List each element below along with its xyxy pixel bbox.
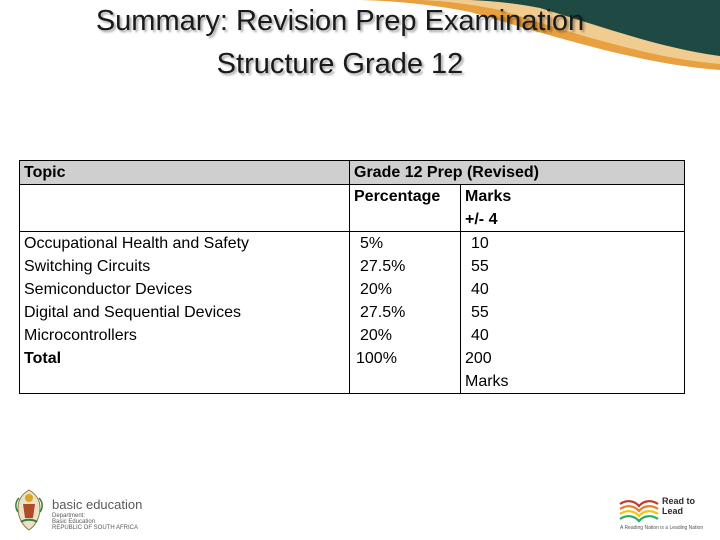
exam-structure-table [19, 160, 685, 394]
table-subheader-row [20, 185, 685, 232]
read-to-lead-brand: Read to Lead [662, 496, 696, 516]
title-line-2: Structure Grade 12 [216, 48, 464, 80]
row-percentage: 27.5% [360, 258, 406, 275]
row-marks: 55 [471, 304, 489, 321]
read-to-lead-tagline: A Reading Nation is a Leading Nation [620, 525, 704, 531]
row-topic: Occupational Health and Safety [24, 235, 250, 252]
total-percentage: 100% [356, 350, 397, 367]
row-percentage: 5% [360, 235, 384, 252]
table-body-row [20, 232, 685, 394]
percentages-cell [350, 232, 461, 394]
coat-of-arms-icon [12, 488, 46, 532]
marks-cell [461, 232, 685, 394]
row-marks: 10 [471, 235, 489, 252]
row-marks: 40 [471, 281, 489, 298]
dbe-department: Department: [52, 513, 86, 519]
row-percentage: 27.5% [360, 304, 406, 321]
total-marks: 200 [465, 350, 492, 367]
row-topic: Switching Circuits [24, 258, 151, 275]
dbe-logo [12, 488, 162, 533]
dbe-brand: basic education [52, 497, 143, 512]
header-grade-prep: Grade 12 Prep (Revised) [350, 161, 685, 185]
total-marks-unit: Marks [465, 373, 509, 390]
subheader-empty-cell [20, 185, 350, 232]
row-marks: 40 [471, 327, 489, 344]
dbe-republic: REPUBLIC OF SOUTH AFRICA [52, 525, 139, 531]
table-header-row [20, 161, 685, 185]
row-percentage: 20% [360, 281, 393, 298]
header-topic: Topic [20, 161, 350, 185]
row-topic: Microcontrollers [24, 327, 137, 344]
read-to-lead-logo [616, 490, 716, 536]
subheader-percentage: Percentage [350, 185, 461, 232]
subheader-marks-line-1: Marks [465, 188, 512, 205]
dbe-basic-education: Basic Education [52, 519, 96, 525]
row-topic: Semiconductor Devices [24, 281, 193, 298]
row-topic: Digital and Sequential Devices [24, 304, 242, 321]
topics-cell [20, 232, 350, 394]
open-book-icon [616, 494, 662, 526]
slide-title [40, 0, 640, 86]
row-marks: 55 [471, 258, 489, 275]
row-percentage: 20% [360, 327, 393, 344]
subheader-marks-line-2: +/- 4 [465, 211, 498, 228]
title-line-1: Summary: Revision Prep Examination [95, 5, 585, 37]
subheader-marks [461, 185, 685, 232]
total-label: Total [24, 350, 62, 367]
